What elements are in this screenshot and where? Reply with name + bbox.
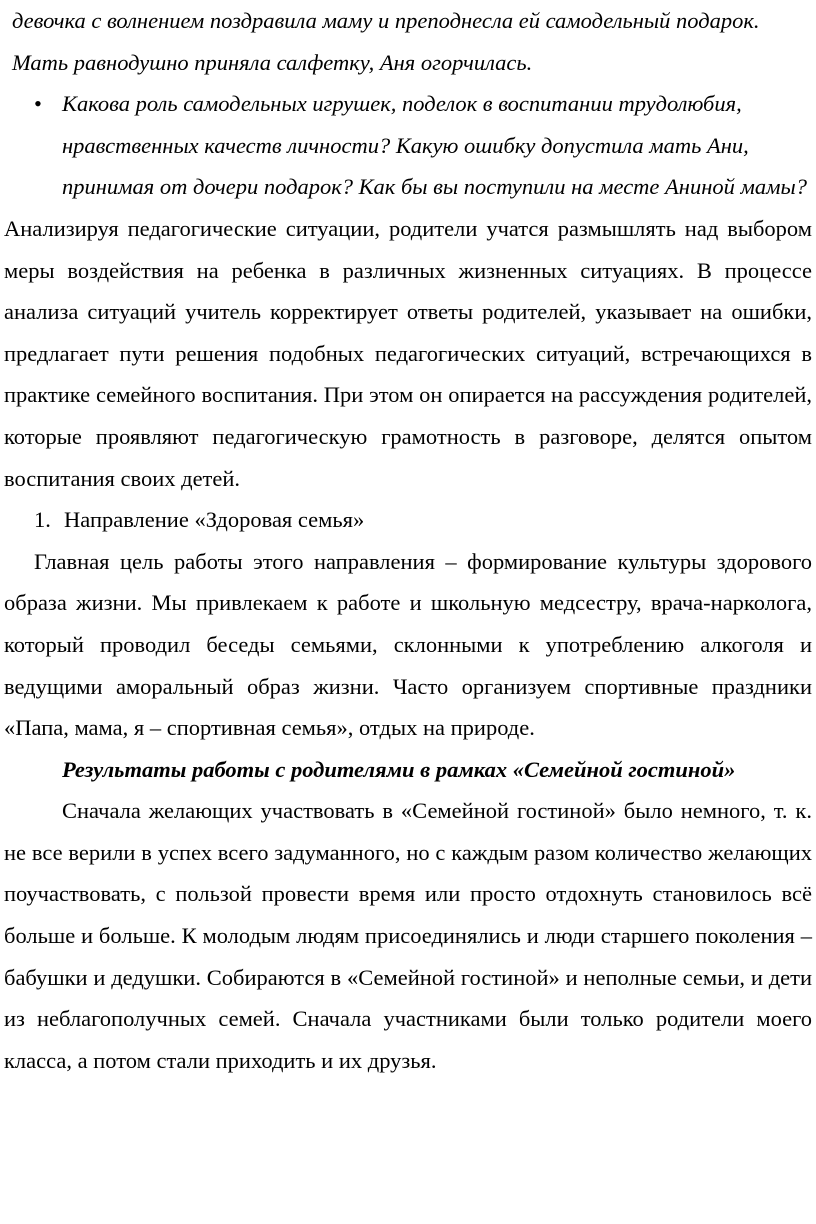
paragraph-analysis: Анализируя педагогические ситуации, родители учатся размышлять над выбором меры воздействия на ребенка в различных жизненных ситуациях. В процессе анализа ситуаций учитель корректирует ответы родителей, указывает на ошибки, предлагает пути решения подобных педагогических ситуаций, встречающихся в практике семейного воспитания. При этом он опирается на рассуждения родителей, которые проявляют педагогическую грамотность в разговоре, делятся опытом воспитания своих детей. bbox=[4, 215, 812, 491]
document-page bbox=[4, 0, 812, 1081]
bullet-icon: • bbox=[34, 91, 42, 117]
intro-line-2: Мать равнодушно приняла салфетку, Аня огорчилась. bbox=[12, 49, 533, 75]
numbered-item-number: 1. bbox=[34, 507, 51, 533]
paragraph-health: Главная цель работы этого направления – формирование культуры здорового образа жизни. Мы привлекаем к работе и школьную медсестру, врача-нарколога, который проводил беседы семьями, склонными к употреблению алкоголя и ведущими аморальный образ жизни. Часто организуем спортивные праздники «Папа, мама, я – спортивная семья», отдых на природе. bbox=[4, 548, 812, 741]
heading-results: Результаты работы с родителями в рамках «Семейной гостиной» bbox=[62, 756, 736, 782]
bullet-question-text: Какова роль самодельных игрушек, поделок в воспитании трудолюбия, нравственных качеств личности? Какую ошибку допустила мать Ани, принимая от дочери подарок? Как бы вы поступили на месте Аниной мамы? bbox=[62, 91, 807, 200]
numbered-item bbox=[4, 499, 812, 541]
paragraph-results: Сначала желающих участвовать в «Семейной гостиной» было немного, т. к. не все верили в успех всего задуманного, но с каждым разом количество желающих поучаствовать, с пользой провести время или просто отдохнуть становилось всё больше и больше. К молодым людям присоединялись и люди старшего поколения – бабушки и дедушки. Собираются в «Семейной гостиной» и неполные семьи, и дети из неблагополучных семей. Сначала участниками были только родители моего класса, а потом стали приходить и их друзья. bbox=[4, 798, 812, 1073]
intro-line-1: девочка с волнением поздравила маму и преподнесла ей самодельный подарок. bbox=[12, 8, 760, 33]
numbered-item-text: Направление «Здоровая семья» bbox=[64, 507, 365, 533]
bullet-question bbox=[4, 83, 812, 208]
